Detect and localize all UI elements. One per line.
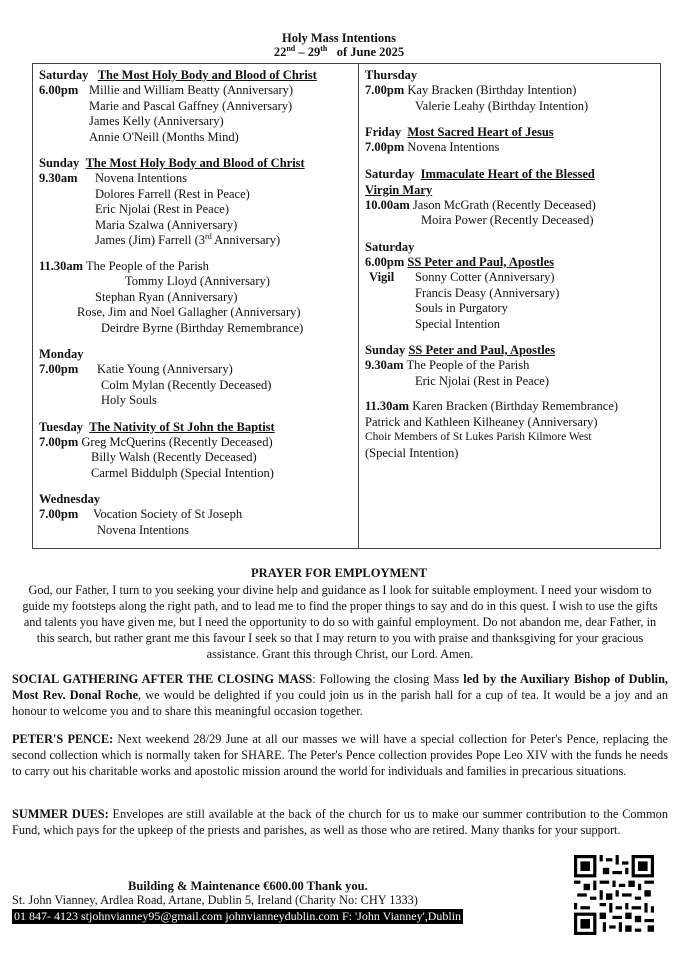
thursday-block xyxy=(365,67,660,114)
feast-title: The Most Holy Body and Blood of Christ xyxy=(97,68,317,82)
bulletin-dates: 22nd – 29th of June 2025 xyxy=(273,43,405,59)
wednesday-block xyxy=(39,491,358,538)
feast-title: SS Peter and Paul, Apostles xyxy=(408,343,556,357)
mass-time: 10.00am xyxy=(365,197,410,212)
day-label: Tuesday xyxy=(39,419,84,434)
intention: (Special Intention) xyxy=(365,445,459,460)
prayer-title: PRAYER FOR EMPLOYMENT xyxy=(251,566,427,580)
monday-block xyxy=(39,346,358,409)
day-label: Sunday xyxy=(39,156,80,170)
intention: James (Jim) Farrell (3rd Anniversary) xyxy=(95,231,281,247)
parish-address: St. John Vianney, Ardlea Road, Artane, Dublin 5, Ireland (Charity No: CHY 1333) xyxy=(12,893,418,907)
intention: Dolores Farrell (Rest in Peace) xyxy=(95,186,250,201)
mass-time: 11.30am xyxy=(39,258,84,273)
day-label: Thursday xyxy=(365,68,418,82)
intention: Billy Walsh (Recently Deceased) xyxy=(91,450,257,464)
intention: Valerie Leahy (Birthday Intention) xyxy=(415,98,589,113)
intention: Maria Szalwa (Anniversary) xyxy=(95,217,238,232)
friday-block xyxy=(365,124,660,156)
feast-title: The Most Holy Body and Blood of Christ xyxy=(85,156,305,170)
mass-time: 9.30am xyxy=(365,358,404,372)
saturday-immaculate-block xyxy=(365,166,660,229)
intention: James Kelly (Anniversary) xyxy=(89,114,224,128)
mass-intentions-table xyxy=(32,63,661,549)
intention: Jason McGrath (Recently Deceased) xyxy=(412,197,596,212)
mass-time: 11.30am xyxy=(365,399,410,413)
sunday-1130-block xyxy=(39,259,358,337)
tuesday-block xyxy=(39,419,358,482)
day-label: Friday xyxy=(365,125,402,139)
day-label: Wednesday xyxy=(39,492,101,506)
intention: Karen Bracken (Birthday Remembrance) xyxy=(412,399,619,413)
intention: Patrick and Kathleen Kilheaney (Anniversary) xyxy=(365,414,598,429)
mass-time: 7.00pm xyxy=(365,140,405,154)
intention: Souls in Purgatory xyxy=(415,301,508,315)
intention: Sonny Cotter (Anniversary) xyxy=(415,270,555,284)
social-gathering-notice: SOCIAL GATHERING AFTER THE CLOSING MASS: Following the closing Mass led by the Auxiliary Bishop of Dublin, Most Rev. Donal Roche, we would be delighted if you could join us in the parish hall for a cup of tea. It would be a joy and an honour to welcome you and to share this meaningful occasion together. xyxy=(12,672,668,718)
intention: Novena Intentions xyxy=(95,171,187,185)
summer-dues-notice: SUMMER DUES: Envelopes are still available at the back of the church for us to make our summer contribution to the Common Fund, which pays for the upkeep of the priests and parishes, as well as those who are retired. Many thanks for your support. xyxy=(12,807,668,837)
sunday-block xyxy=(39,155,358,249)
day-label: Monday xyxy=(39,347,84,361)
sunday-1130-right-block xyxy=(365,399,660,461)
intention: Greg McQuerins (Recently Deceased) xyxy=(81,434,273,449)
intention: The People of the Parish xyxy=(406,358,530,372)
day-label: Saturday xyxy=(39,68,89,82)
mass-time: 7.00pm xyxy=(39,362,79,376)
peters-pence-notice: PETER'S PENCE: Next weekend 28/29 June at all our masses we will have a special collection for Peter's Pence, replacing the second collection which is normally taken for SHARE. The Peter's Pence collection provides Pope Leo XIV with the funds he needs to carry out his charitable works and apostolic mission around the world for individuals and families in precarious situations. xyxy=(12,732,668,778)
intention: Choir Members of St Lukes Parish Kilmore West xyxy=(365,431,592,443)
intention: Millie and William Beatty (Anniversary) xyxy=(89,83,294,97)
intention: Carmel Biddulph (Special Intention) xyxy=(91,465,274,480)
mass-time: 6.00pm xyxy=(365,254,405,269)
contact-bar: 01 847- 4123 stjohnvianney95@gmail.com johnvianneydublin.com F: 'John Vianney',Dublin xyxy=(14,909,462,923)
mass-time: 7.00pm xyxy=(39,434,79,449)
intention: Annie O'Neill (Months Mind) xyxy=(89,129,239,144)
building-maintenance: Building & Maintenance €600.00 Thank you. xyxy=(128,879,368,893)
feast-title: Immaculate Heart of the Blessed xyxy=(420,166,595,181)
day-label: Saturday xyxy=(365,239,415,254)
mass-time: 7.00pm xyxy=(39,507,79,521)
intention: Rose, Jim and Noel Gallagher (Anniversary) xyxy=(77,305,301,319)
mass-time: 7.00pm xyxy=(365,83,405,97)
left-column xyxy=(33,64,359,548)
intention: Vocation Society of St Joseph xyxy=(93,507,243,521)
saturday-block xyxy=(39,67,358,145)
day-label: Sunday xyxy=(365,343,406,357)
feast-title-cont: Virgin Mary xyxy=(365,182,433,197)
intention: Novena Intentions xyxy=(407,140,500,154)
intention: The People of the Parish xyxy=(86,258,209,273)
day-label: Saturday xyxy=(365,166,415,181)
prayer-text: God, our Father, I turn to you seeking your divine help and guidance as I look for suitable employment. I need your wisdom to guide my footsteps along the right path, and to lead me to find the proper things to say and do in this quest. I wish to use the gifts and talents you have given me, but I need the opportunity to do so with gainful employment. Do not abandon me, dear Father, in this search, but rather grant me this favour I seek so that I may return to you with praise and thanksgiving for your gracious assistance. Grant this through Christ, our Lord. Amen. xyxy=(22,583,658,661)
intention: Holy Souls xyxy=(101,393,157,407)
feast-title: The Nativity of St John the Baptist xyxy=(89,419,275,434)
intention: Novena Intentions xyxy=(97,522,189,537)
intention: Eric Njolai (Rest in Peace) xyxy=(95,202,229,216)
mass-time: 6.00pm xyxy=(39,83,79,97)
feast-title: Most Sacred Heart of Jesus xyxy=(407,125,554,139)
mass-time: 9.30am xyxy=(39,171,78,185)
intention: Deirdre Byrne (Birthday Remembrance) xyxy=(101,320,304,335)
qr-code-icon xyxy=(574,855,654,935)
intention: Marie and Pascal Gaffney (Anniversary) xyxy=(89,98,293,113)
saturday-vigil-block xyxy=(365,239,660,333)
intention: Eric Njolai (Rest in Peace) xyxy=(415,373,549,388)
feast-title: SS Peter and Paul, Apostles xyxy=(407,254,555,269)
intention: Tommy Lloyd (Anniversary) xyxy=(125,274,270,288)
sunday-peter-paul-block xyxy=(365,342,660,389)
intention: Katie Young (Anniversary) xyxy=(97,362,233,376)
intention: Stephan Ryan (Anniversary) xyxy=(95,289,238,304)
intention: Special Intention xyxy=(415,316,501,331)
intention: Kay Bracken (Birthday Intention) xyxy=(407,83,577,97)
intention: Moira Power (Recently Deceased) xyxy=(421,213,594,227)
right-column xyxy=(359,64,660,548)
intention: Francis Deasy (Anniversary) xyxy=(415,285,560,300)
vigil-label: Vigil xyxy=(369,270,395,284)
intention: Colm Mylan (Recently Deceased) xyxy=(101,377,272,392)
bulletin-title: Holy Mass Intentions xyxy=(282,31,396,45)
